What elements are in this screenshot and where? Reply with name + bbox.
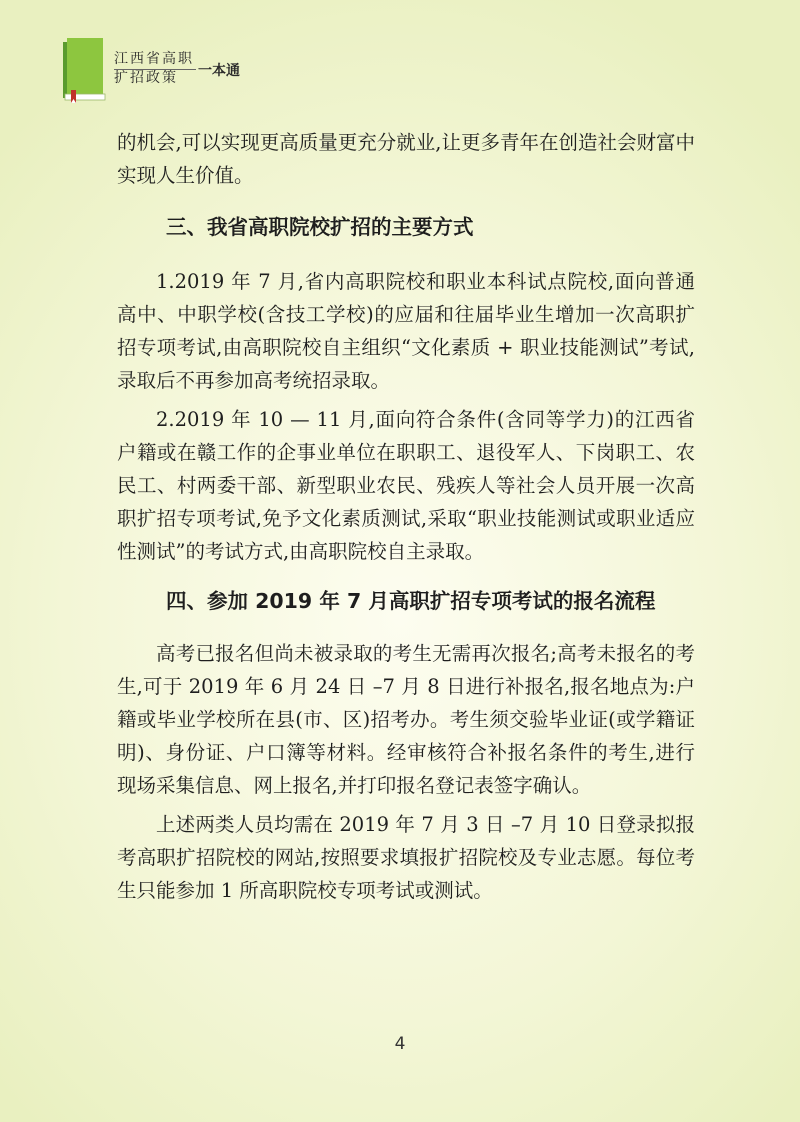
header-title-line2: 扩招政策 xyxy=(114,70,178,86)
header-title-line1: 江西省高职 xyxy=(114,51,194,67)
section-4-paragraph-2: 上述两类人员均需在 2019 年 7 月 3 日 –7 月 10 日登录拟报考高职扩招院校的网站,按照要求填报扩招院校及专业志愿。每位考生只能参加 1 所高职院校专项考试或测试。 xyxy=(117,813,695,902)
header-suffix: 一本通 xyxy=(198,63,240,79)
section-4-paragraph-1: 高考已报名但尚未被录取的考生无需再次报名;高考未报名的考生,可于 2019 年 6 月 24 日 –7 月 8 日进行补报名,报名地点为:户籍或毕业学校所在县(市、区)招考办。考生须交验毕业证(或学籍证明)、身份证、户口簿等材料。经审核符合补报名条件的考生,进行现场采集信息、网上报名,并打印报名登记表签字确认。 xyxy=(117,642,695,797)
page-content xyxy=(117,126,695,907)
book-icon xyxy=(62,36,108,104)
page-number: 4 xyxy=(394,1034,406,1054)
section-3-heading: 三、我省高职院校扩招的主要方式 xyxy=(166,215,474,239)
section-3-paragraph-1: 1.2019 年 7 月,省内高职院校和职业本科试点院校,面向普通高中、中职学校(含技工学校)的应届和往届毕业生增加一次高职扩招专项考试,由高职院校自主组织“文化素质 + 职业技能测试”考试,录取后不再参加高考统招录取。 xyxy=(117,270,695,392)
section-4-heading: 四、参加 2019 年 7 月高职扩招专项考试的报名流程 xyxy=(166,589,656,613)
intro-paragraph: 的机会,可以实现更高质量更充分就业,让更多青年在创造社会财富中实现人生价值。 xyxy=(117,131,695,187)
header-divider xyxy=(114,69,196,70)
section-3-paragraph-2: 2.2019 年 10 — 11 月,面向符合条件(含同等学力)的江西省户籍或在赣工作的企事业单位在职职工、退役军人、下岗职工、农民工、村两委干部、新型职业农民、残疾人等社会人员开展一次高职扩招专项考试,免予文化素质测试,采取“职业技能测试或职业适应性测试”的考试方式,由高职院校自主录取。 xyxy=(117,408,695,563)
page-header xyxy=(62,36,322,106)
